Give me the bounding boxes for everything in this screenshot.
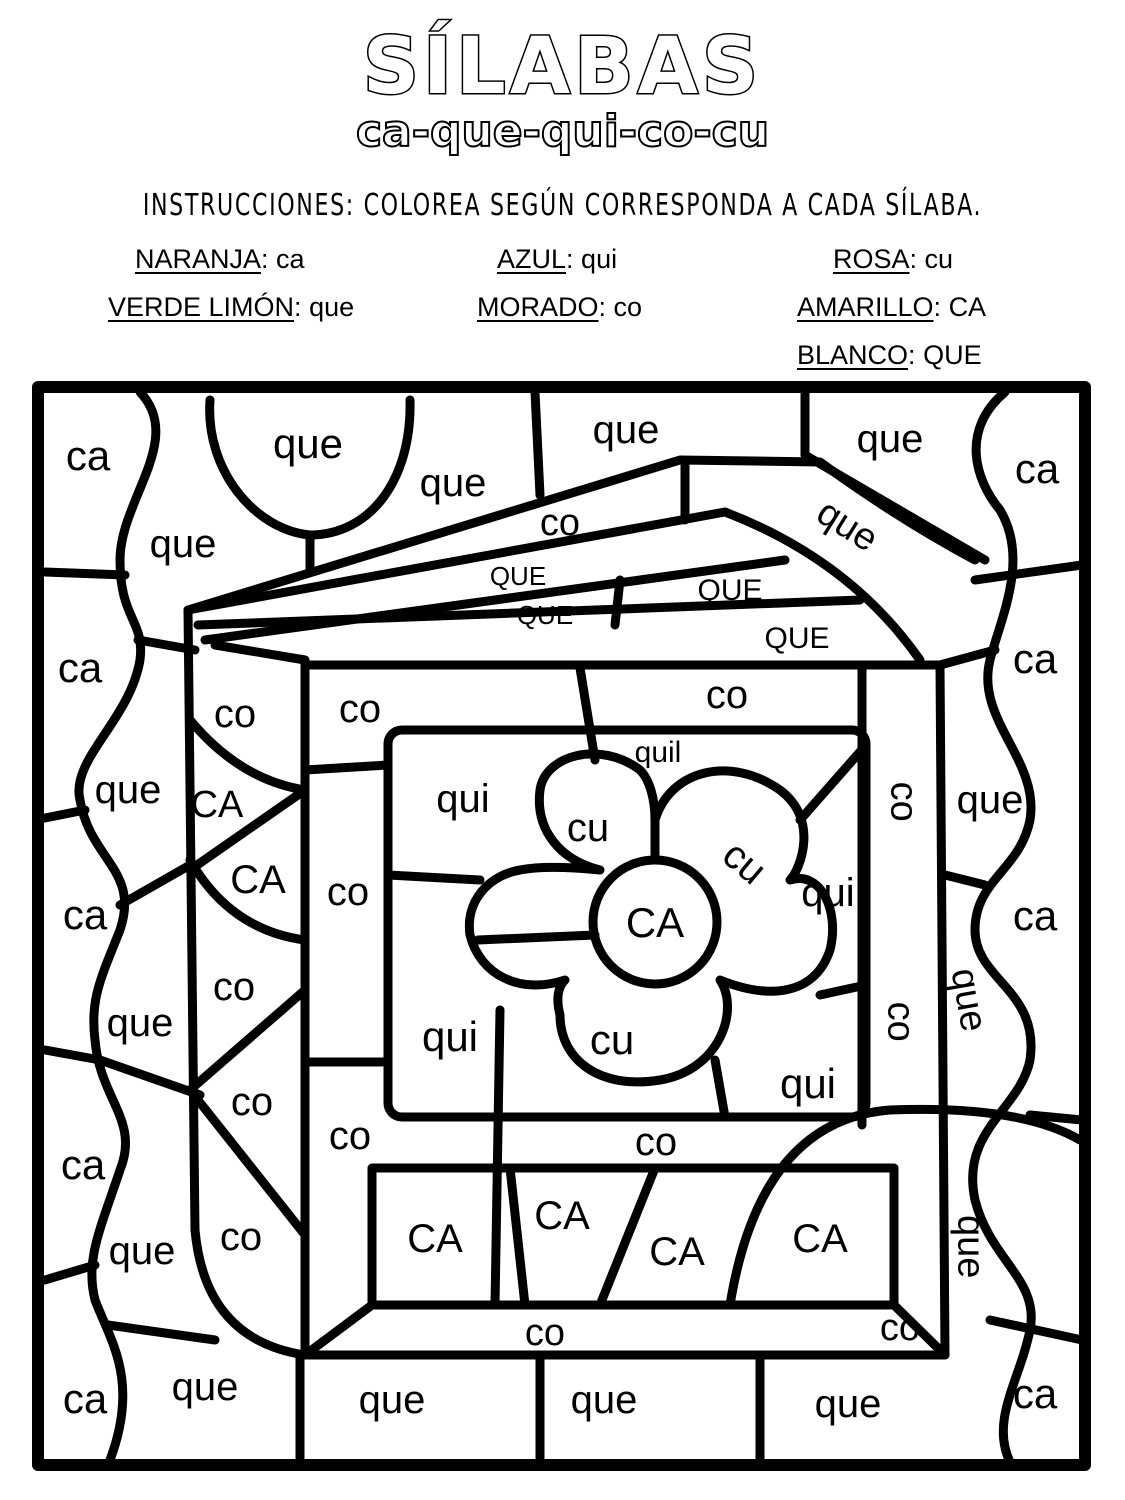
region-syllable-label[interactable]: co bbox=[705, 673, 749, 717]
region-syllable-label[interactable]: que bbox=[592, 408, 660, 452]
region-syllable-label[interactable]: co bbox=[338, 687, 382, 731]
region-syllable-label[interactable]: que bbox=[94, 768, 162, 812]
region-syllable-label[interactable]: QUE bbox=[516, 600, 574, 630]
region-syllable-label[interactable]: co bbox=[634, 1120, 678, 1164]
region-syllable-label[interactable]: que bbox=[106, 1001, 174, 1045]
region-syllable-label[interactable]: que bbox=[949, 1214, 992, 1279]
region-syllable-label[interactable]: QUE bbox=[764, 622, 830, 655]
region-syllable-label[interactable]: que bbox=[814, 1382, 882, 1426]
region-syllable-label[interactable]: co bbox=[879, 1001, 922, 1042]
region-syllable-label[interactable]: co bbox=[326, 870, 370, 914]
region-syllable-label[interactable]: que bbox=[272, 420, 344, 467]
region-syllable-label[interactable]: que bbox=[570, 1378, 638, 1422]
region-syllable-label[interactable]: ca bbox=[57, 644, 103, 691]
region-syllable-label[interactable]: ca bbox=[1012, 892, 1058, 939]
region-syllable-label[interactable]: CA bbox=[649, 1230, 705, 1274]
legend-item-blanco: BLANCO: QUE bbox=[797, 340, 982, 370]
region-syllable-label[interactable]: co bbox=[328, 1114, 372, 1158]
worksheet-title: SÍLABAS bbox=[362, 22, 763, 112]
region-syllable-label[interactable]: co bbox=[524, 1312, 566, 1354]
region-syllable-label[interactable]: ca bbox=[62, 1375, 108, 1422]
region-syllable-label[interactable]: ca bbox=[1012, 635, 1058, 682]
region-syllable-label[interactable]: qui bbox=[801, 871, 855, 915]
legend-item-morado: MORADO: co bbox=[477, 292, 643, 322]
region-syllable-label[interactable]: co bbox=[219, 1215, 263, 1259]
region-syllable-label[interactable]: que bbox=[956, 778, 1024, 822]
region-syllable-label[interactable]: qui bbox=[421, 1013, 479, 1060]
region-syllable-label[interactable]: CA bbox=[190, 784, 244, 826]
region-syllable-label[interactable]: cu bbox=[589, 1016, 635, 1063]
region-syllable-label[interactable]: que bbox=[419, 461, 487, 505]
region-syllable-label[interactable]: co bbox=[212, 965, 256, 1009]
region-syllable-label[interactable]: quil bbox=[634, 736, 682, 769]
region-syllable-label[interactable]: CA bbox=[230, 858, 286, 902]
region-syllable-label[interactable]: que bbox=[149, 522, 217, 566]
region-syllable-label[interactable]: QUE bbox=[489, 561, 547, 591]
region-syllable-label[interactable]: qui bbox=[436, 777, 490, 821]
region-syllable-label[interactable]: que bbox=[171, 1365, 239, 1409]
region-syllable-label[interactable]: que bbox=[108, 1229, 176, 1273]
region-syllable-label[interactable]: co bbox=[230, 1080, 274, 1124]
legend-item-verde-limon: VERDE LIMÓN: que bbox=[108, 292, 355, 322]
region-syllable-label[interactable]: CA bbox=[792, 1217, 848, 1261]
region-syllable-label[interactable]: co bbox=[539, 502, 581, 544]
legend-item-naranja: NARANJA: ca bbox=[135, 244, 305, 274]
legend-item-rosa: ROSA: cu bbox=[833, 244, 954, 274]
region-syllable-label[interactable]: ca bbox=[1012, 1370, 1058, 1417]
worksheet-subtitle: ca-que-qui-co-cu bbox=[355, 106, 770, 157]
instructions-text: INSTRUCCIONES: COLOREA SEGÚN CORRESPONDA A CADA SÍLABA. bbox=[142, 188, 983, 223]
region-syllable-label[interactable]: co bbox=[882, 781, 925, 822]
region-syllable-label[interactable]: CA bbox=[534, 1194, 590, 1238]
region-syllable-label[interactable]: cu bbox=[714, 832, 775, 894]
region-syllable-label[interactable]: co bbox=[879, 1307, 921, 1349]
region-syllable-label[interactable]: co bbox=[213, 692, 257, 736]
region-syllable-label[interactable]: ca bbox=[62, 891, 108, 938]
region-syllable-label[interactable]: que bbox=[358, 1378, 426, 1422]
region-syllable-label[interactable]: CA bbox=[407, 1217, 463, 1261]
region-syllable-label[interactable]: que bbox=[856, 417, 924, 461]
region-syllable-label[interactable]: CA bbox=[625, 899, 685, 946]
region-syllable-label[interactable]: ca bbox=[60, 1141, 106, 1188]
legend-item-azul: AZUL: qui bbox=[497, 244, 618, 274]
region-syllable-label[interactable]: cu bbox=[566, 806, 610, 850]
region-syllable-label[interactable]: QUE bbox=[697, 574, 763, 607]
region-syllable-label[interactable]: qui bbox=[779, 1060, 837, 1107]
region-syllable-label[interactable]: que bbox=[809, 491, 886, 561]
region-syllable-label[interactable]: ca bbox=[65, 432, 111, 479]
legend-item-amarillo: AMARILLO: CA bbox=[797, 292, 987, 322]
region-syllable-label[interactable]: que bbox=[942, 965, 995, 1035]
region-syllable-label[interactable]: ca bbox=[1014, 445, 1060, 492]
